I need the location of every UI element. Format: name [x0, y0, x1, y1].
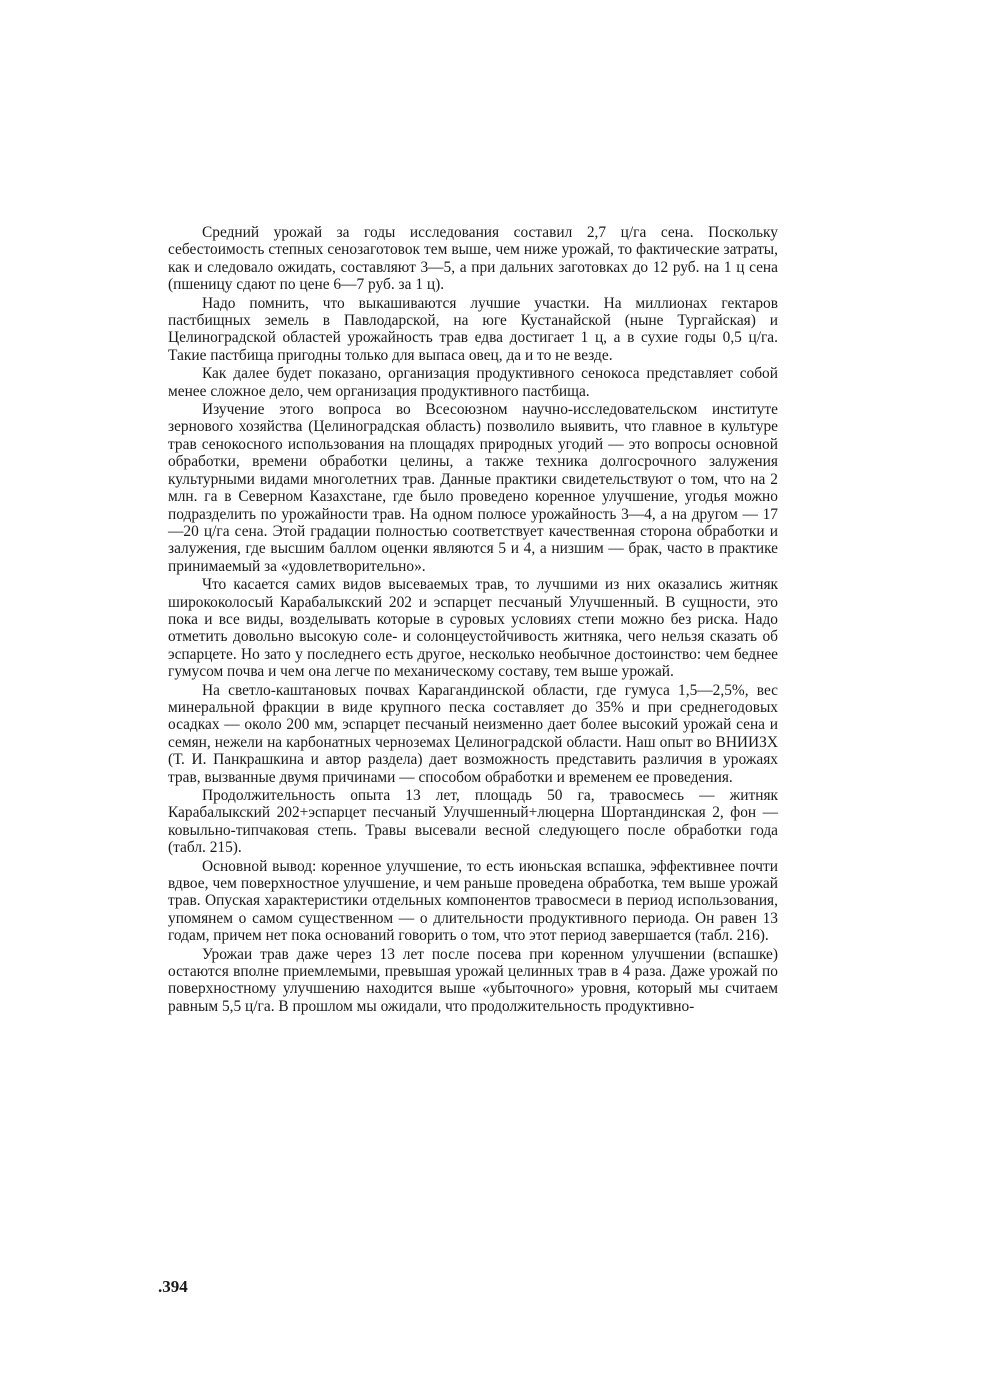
paragraph-6: На светло-каштановых почвах Карагандинской области, где гумуса 1,5—2,5%, вес минеральной фракции в виде крупного песка составляет до 35% и при среднегодовых осадках — около 200 мм, эспарцет песчаный неизменно дает более высокий урожай сена и семян, нежели на карбонатных черноземах Целиноградской области. Наш опыт во ВНИИЗХ (Т. И. Панкрашкина и автор раздела) дает возможность представить различия в урожаях трав, вызванные двумя причинами — способом обработки и временем ее проведения.	[168, 681, 778, 786]
paragraph-1: Средний урожай за годы исследования составил 2,7 ц/га сена. Поскольку себестоимость степных сенозаготовок тем выше, чем ниже урожай, то фактические затраты, как и следовало ожидать, составляют 3—5, а при дальних заготовках до 12 руб. на 1 ц сена (пшеницу сдают по цене 6—7 руб. за 1 ц).	[168, 224, 778, 294]
paragraph-7: Продолжительность опыта 13 лет, площадь 50 га, травосмесь — житняк Карабалыкский 202+эспарцет песчаный Улучшенный+люцерна Шортандинская 2, фон — ковыльно-типчаковая степь. Травы высевали весной следующего после обработки года (табл. 215).	[168, 787, 778, 857]
paragraph-3: Как далее будет показано, организация продуктивного сенокоса представляет собой менее сложное дело, чем организация продуктивного пастбища.	[168, 365, 778, 400]
body-text	[168, 224, 778, 1016]
paragraph-4: Изучение этого вопроса во Всесоюзном научно-исследовательском институте зернового хозяйства (Целиноградская область) позволило выявить, что главное в культуре трав сенокосного использования на площадях природных угодий — это вопросы основной обработки, времени обработки целины, а также техника долгосрочного залужения культурными видами многолетних трав. Данные практики свидетельствуют о том, что на 2 млн. га в Северном Казахстане, где было проведено коренное улучшение, угодья можно подразделить по урожайности трав. На одном полюсе урожайность 3—4, а на другом — 17—20 ц/га сена. Этой градации полностью соответствует качественная сторона обработки и залужения, где высшим баллом оценки являются 5 и 4, а низшим — брак, часто в практике принимаемый за «удовлетворительно».	[168, 401, 778, 575]
page-number: .394	[158, 1277, 188, 1296]
paragraph-9: Урожаи трав даже через 13 лет после посева при коренном улучшении (вспашке) остаются вполне приемлемыми, превышая урожай целинных трав в 4 раза. Даже урожай по поверхностному улучшению находится выше «убыточного» уровня, который мы считаем равным 5,5 ц/га. В прошлом мы ожидали, что продолжительность продуктивно-	[168, 945, 778, 1015]
paragraph-2: Надо помнить, что выкашиваются лучшие участки. На миллионах гектаров пастбищных земель в Павлодарской, на юге Кустанайской (ныне Тургайская) и Целиноградской областей урожайность трав едва достигает 1 ц, а в сухие годы 0,5 ц/га. Такие пастбища пригодны только для выпаса овец, да и то не везде.	[168, 294, 778, 364]
paragraph-5: Что касается самих видов высеваемых трав, то лучшими из них оказались житняк ширококолосый Карабалыкский 202 и эспарцет песчаный Улучшенный. В сущности, это пока и все виды, возделывать которые в суровых условиях степи можно без риска. Надо отметить довольно высокую соле- и солонцеустойчивость житняка, чего нельзя сказать об эспарцете. Но зато у последнего есть другое, несколько необычное достоинство: чем беднее гумусом почва и чем она легче по механическому составу, тем выше урожай.	[168, 576, 778, 681]
paragraph-8: Основной вывод: коренное улучшение, то есть июньская вспашка, эффективнее почти вдвое, чем поверхностное улучшение, и чем раньше проведена обработка, тем выше урожай трав. Опуская характеристики отдельных компонентов травосмеси в период использования, упомянем о самом существенном — о длительности продуктивного периода. Он равен 13 годам, причем нет пока оснований говорить о том, что этот период завершается (табл. 216).	[168, 857, 778, 945]
